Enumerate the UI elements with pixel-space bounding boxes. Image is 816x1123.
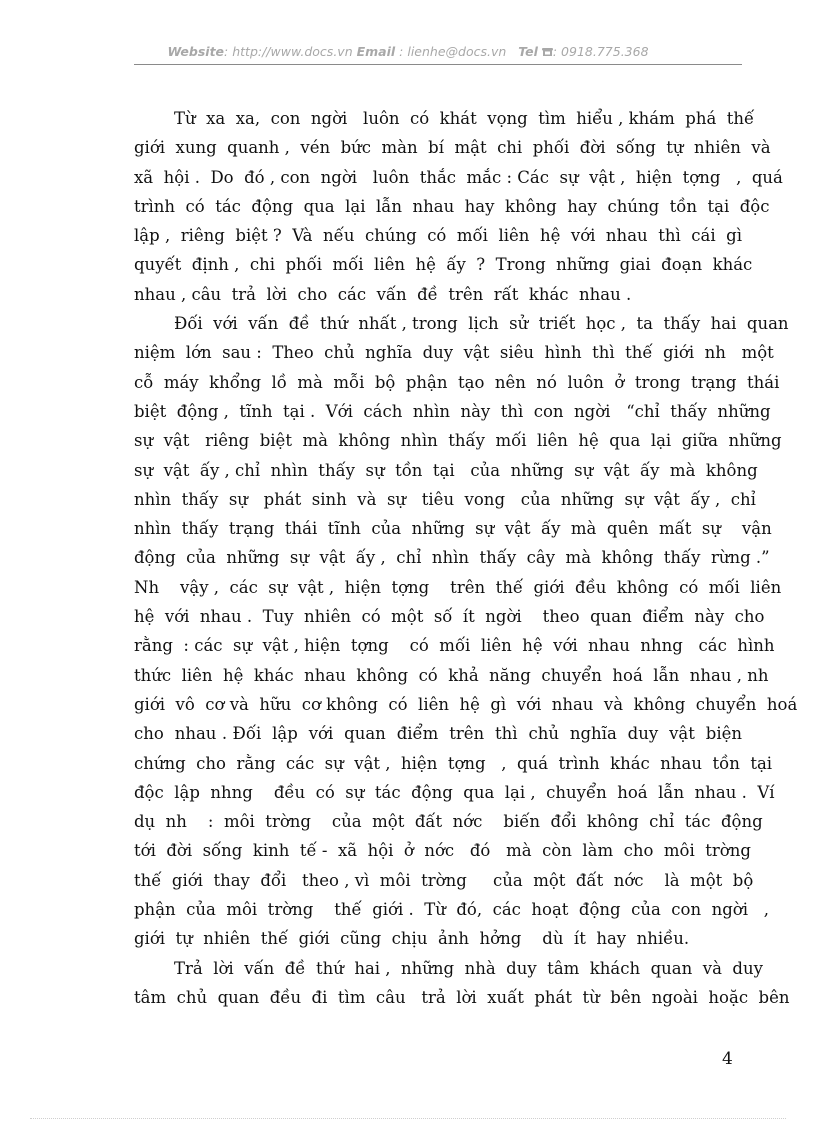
text-line: động của những sự vật ấy , chỉ nhìn thấy cây mà không thấy rừng .” (134, 548, 770, 568)
text-line: lập , riêng biệt ? Và nếu chúng có mối liên hệ với nhau thì cái gì (134, 226, 742, 246)
text-line: cho nhau . Đối lập với quan điểm trên thì chủ nghĩa duy vật biện (134, 724, 742, 744)
text-line: biệt động , tĩnh tại . Với cách nhìn này thì con ngời “chỉ thấy những (134, 401, 771, 421)
text-line: Đối với vấn đề thứ nhất , trong lịch sử triết học , ta thấy hai quan (174, 314, 789, 334)
footer-divider (30, 1118, 786, 1119)
text-line: rằng : các sự vật , hiện tợng có mối liên hệ với nhau nhng các hình (134, 636, 775, 656)
email-value: : lienhe@docs.vn (395, 44, 507, 59)
text-line: sự vật riêng biệt mà không nhìn thấy mối liên hệ qua lại giữa những (134, 431, 782, 451)
text-line: nhau , câu trả lời cho các vấn đề trên rất khác nhau . (134, 284, 632, 304)
text-line: tới đời sống kinh tế - xã hội ở nớc đó mà còn làm cho môi trờng (134, 841, 751, 861)
text-line: trình có tác động qua lại lẫn nhau hay không hay chúng tồn tại độc (134, 196, 770, 216)
text-line: nhìn thấy sự phát sinh và sự tiêu vong của những sự vật ấy , chỉ (134, 489, 756, 509)
website-value: : http://www.docs.vn (224, 44, 353, 59)
text-line: thế giới thay đổi theo , vì môi trờng của một đất nớc là một bộ (134, 870, 754, 890)
text-line: quyết định , chi phối mối liên hệ ấy ? Trong những giai đoạn khác (134, 255, 753, 275)
text-line: dụ nh : môi trờng của một đất nớc biến đổi không chỉ tác động (134, 812, 763, 832)
page-number: 4 (722, 1049, 733, 1069)
website-label: Website (167, 44, 225, 59)
text-line: giới xung quanh , vén bức màn bí mật chi phối đời sống tự nhiên và (134, 138, 771, 158)
phone-icon (542, 47, 553, 57)
text-line: xã hội . Do đó , con ngời luôn thắc mắc : Các sự vật , hiện tợng , quá (134, 167, 783, 187)
tel-label: Tel (518, 44, 538, 59)
text-line: hệ với nhau . Tuy nhiên có một số ít ngời theo quan điểm này cho (134, 607, 765, 627)
tel-value: : 0918.775.368 (552, 44, 649, 59)
text-line: Từ xa xa, con ngời luôn có khát vọng tìm hiểu , khám phá thế (174, 109, 755, 128)
text-line: thức liên hệ khác nhau không có khả năng chuyển hoá lẫn nhau , nh (134, 665, 769, 685)
text-line: cỗ máy khổng lồ mà mỗi bộ phận tạo nên nó luôn ở trong trạng thái (134, 372, 780, 392)
page-header (0, 44, 816, 59)
text-line: giới tự nhiên thế giới cũng chịu ảnh hởng dù ít hay nhiều. (134, 929, 690, 949)
text-line: tâm chủ quan đều đi tìm câu trả lời xuất phát từ bên ngoài hoặc bên (134, 987, 790, 1007)
email-label: Email (356, 44, 396, 59)
text-line: Nh vậy , các sự vật , hiện tợng trên thế giới đều không có mối liên (134, 577, 782, 597)
text-line: chứng cho rằng các sự vật , hiện tợng , quá trình khác nhau tồn tại (134, 753, 773, 773)
header-divider (134, 64, 742, 65)
text-line: Trả lời vấn đề thứ hai , những nhà duy tâm khách quan và duy (174, 958, 763, 978)
document-body (134, 104, 798, 1012)
text-line: nhìn thấy trạng thái tĩnh của những sự vật ấy mà quên mất sự vận (134, 519, 772, 539)
text-line: giới vô cơ và hữu cơ không có liên hệ gì với nhau và không chuyển hoá (134, 694, 798, 714)
text-line: sự vật ấy , chỉ nhìn thấy sự tồn tại của những sự vật ấy mà không (134, 460, 758, 480)
text-line: niệm lớn sau : Theo chủ nghĩa duy vật siêu hình thì thế giới nh một (134, 343, 774, 363)
text-line: độc lập nhng đều có sự tác động qua lại , chuyển hoá lẫn nhau . Ví (134, 782, 775, 802)
text-line: phận của môi trờng thế giới . Từ đó, các hoạt động của con ngời , (134, 900, 769, 920)
